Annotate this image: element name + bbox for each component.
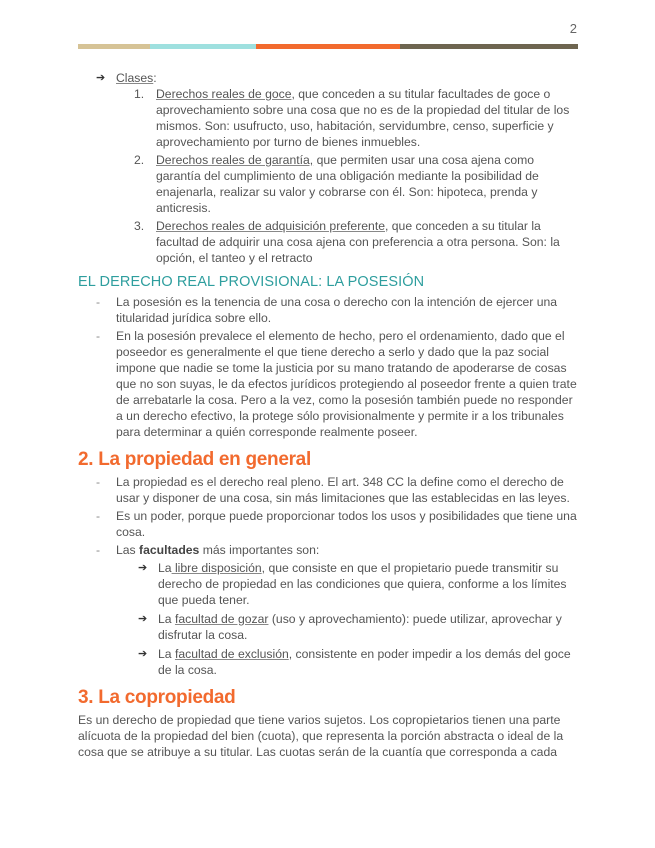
item-text: (uso y aprovechamiento): puede utilizar, aprovechar y disfrutar la cosa. (158, 612, 562, 642)
propiedad-list (78, 474, 578, 558)
list-item: - La propiedad es el derecho real pleno. El art. 348 CC la define como el derecho de usar y disponer de una cosa, sin más limitaciones que las establecidas en las leyes. (96, 475, 570, 505)
copropiedad-paragraph: Es un derecho de propiedad que tiene varios sujetos. Los copropietarios tienen una parte alícuota de la propiedad del bien (cuota), que representa la porción abstracta o ideal de la cosa que se atribuye a su titular. Las cuotas serán de la cuantía que corresponda a cada (78, 713, 564, 759)
item-text: La posesión es la tenencia de una cosa o derecho con la intención de ejercer una titularidad jurídica sobre ello. (116, 295, 558, 325)
list-item (134, 152, 578, 216)
term: Derechos reales de garantía, (156, 153, 314, 167)
term: Derechos reales de adquisición preferente (156, 219, 385, 233)
item-text: La (158, 612, 175, 626)
term: facultad de gozar (174, 612, 269, 626)
facultades-bold: facultades (139, 543, 200, 557)
item-text: La propiedad es el derecho real pleno. El art. 348 CC la define como el derecho de usar y disponer de una cosa, sin más limitaciones que las establecidas en las leyes. (116, 475, 570, 505)
item-text: Es un poder, porque puede proporcionar todos los usos y posibilidades que tiene una cosa. (116, 509, 577, 539)
item-text: , que conceden a su titular facultades de goce o aprovechamiento sobre una cosa que no es de la propiedad del titular de los mismos. Son: usufructo, uso, habitación, servidumbre, censo, superficie y aprovechamiento por turno de bienes inmuebles. (156, 87, 570, 149)
list-item: - Las facultades más importantes son: (96, 543, 320, 557)
section-heading-copropiedad: 3. La copropiedad (78, 687, 236, 708)
arrow-icon: ➔ (138, 613, 148, 625)
color-bar-segment (400, 44, 578, 49)
item-text: más importantes son: (199, 543, 320, 557)
item-text: , consistente en poder impedir a los demás del goce de la cosa. (158, 647, 571, 677)
color-bar-segment (150, 44, 256, 49)
term: Derechos reales de goce (156, 87, 292, 101)
list-item: - La posesión es la tenencia de una cosa o derecho con la intención de ejercer una titularidad jurídica sobre ello. (96, 295, 558, 325)
item-number: 3. (134, 219, 145, 233)
item-text: que permiten usar una cosa ajena como garantía del cumplimiento de una obligación mediante la posibilidad de enajenarla, realizar su valor y cobrarse con él. Son: hipoteca, prenda y anticresis. (156, 153, 539, 215)
facultades-list (78, 560, 578, 678)
item-number: 2. (134, 153, 145, 167)
clases-list (78, 86, 578, 266)
arrow-icon: ➔ (96, 72, 106, 84)
list-item (138, 611, 578, 643)
posesion-list (78, 294, 578, 440)
clases-label: Clases (116, 71, 154, 85)
list-item (134, 218, 578, 266)
color-bar-segment (78, 44, 150, 49)
list-item: - Es un poder, porque puede proporcionar todos los usos y posibilidades que tiene una cosa. (96, 509, 577, 539)
section-heading-propiedad: 2. La propiedad en general (78, 449, 311, 470)
list-item (138, 646, 578, 678)
item-text: En la posesión prevalece el elemento de hecho, pero el ordenamiento, dado que el poseedor es generalmente el que tiene derecho a serlo y dado que la paz social impone que nadie se tome la justicia por su mano tratando de apoderarse de cosas que no son suyas, le da efectos jurídicos protegiendo al poseedor frente a quien trate de arrebatarle la cosa. Pero a la vez, como la posesión también puede no responder a un derecho efectivo, la protege sólo provisionalmente y permite ir a los tribunales para determinar a quién corresponde realmente poseer. (116, 329, 577, 439)
arrow-icon: ➔ (138, 648, 148, 660)
item-text: Las (116, 543, 140, 557)
page-number: 2 (569, 21, 577, 36)
document-body (78, 70, 578, 760)
item-text: , que conceden a su titular la facultad de adquirir una cosa ajena con preferencia a otra persona. Son: la opción, el tanteo y el retracto (156, 219, 560, 265)
header-color-bar (78, 44, 578, 49)
clases-label-line: Clases: (116, 71, 157, 85)
item-text: La (158, 561, 172, 575)
list-item: - En la posesión prevalece el elemento de hecho, pero el ordenamiento, dado que el poseedor es generalmente el que tiene derecho a serlo y dado que la paz social impone que nadie se tome la justicia por su mano tratando de apoderarse de cosas que no son suyas, le da efectos jurídicos protegiendo al poseedor frente a quien trate de arrebatarle la cosa. Pero a la vez, como la posesión también puede no responder a un derecho efectivo, la protege sólo provisionalmente y permite ir a los tribunales para determinar a quién corresponde realmente poseer. (96, 329, 577, 439)
arrow-icon: ➔ (138, 562, 148, 574)
item-text: La (158, 647, 175, 661)
item-text: , que consiste en que el propietario puede transmitir su derecho de propiedad en las condiciones que quiera, conforme a los límites que pueda tener. (158, 561, 567, 607)
list-item (138, 560, 578, 608)
term: libre disposición (171, 561, 262, 575)
section-heading-posesion: EL DERECHO REAL PROVISIONAL: LA POSESIÓN (78, 274, 425, 290)
list-item (134, 86, 578, 150)
color-bar-segment (256, 44, 400, 49)
clases-section (96, 70, 578, 86)
term: facultad de exclusión (174, 647, 289, 661)
item-number: 1. (134, 87, 145, 101)
